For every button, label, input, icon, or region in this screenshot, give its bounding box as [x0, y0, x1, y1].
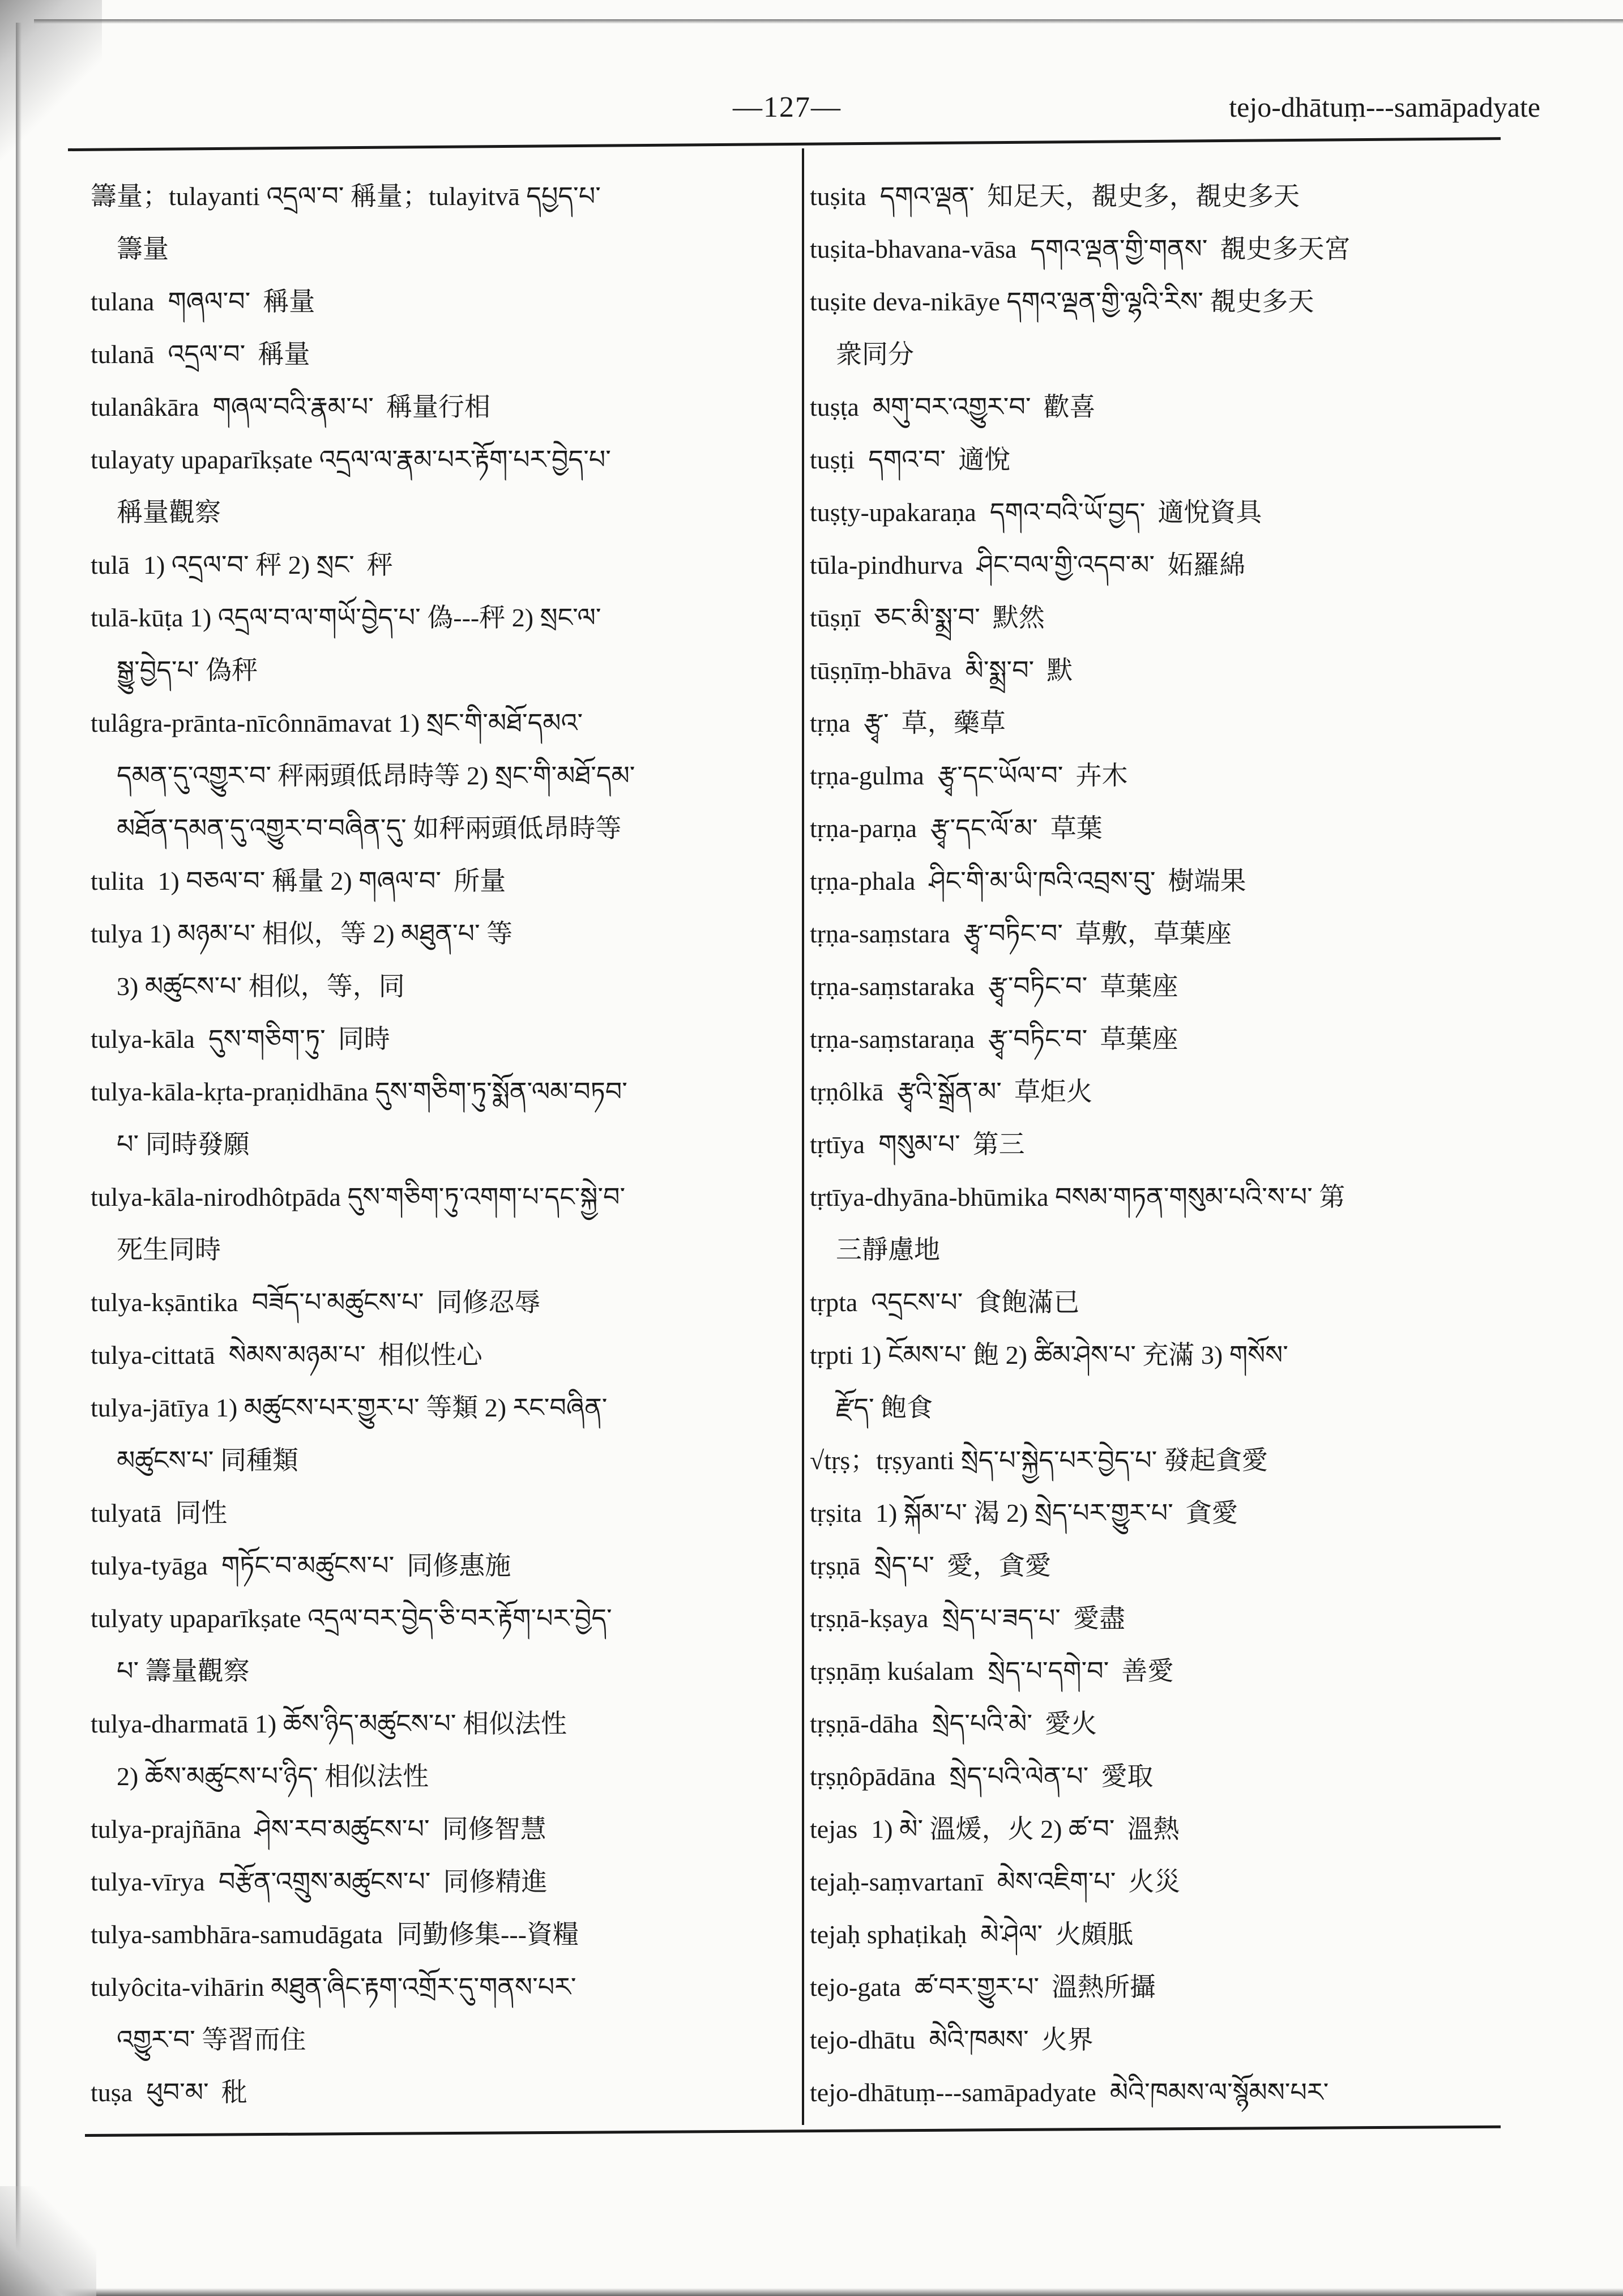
dictionary-entry: [810, 1645, 1512, 1697]
dictionary-entry: [810, 960, 1512, 1013]
entry-chinese: 默然: [992, 603, 1045, 632]
entry-chinese: 溫熱: [1127, 1815, 1180, 1843]
entry-line: tulyôcita-vihārin མཐུན་ཞིང་རྟག་འགྲོར་དུ་གནས་པར་: [91, 1973, 576, 2001]
entry-headword: tuṣa: [91, 2078, 133, 2107]
footer-rule: [85, 2126, 1501, 2137]
entry-headword: tulya-tyāga: [91, 1551, 208, 1580]
dictionary-entry: [91, 170, 793, 275]
entry-tibetan: གཞལ་བའི་རྣམ་པ་: [212, 392, 374, 421]
entry-continuation-line: 稱量觀察: [117, 498, 221, 527]
dictionary-entry: [91, 433, 793, 539]
entry-continuation-line: 3) མཚུངས་པ་ 相似，等，同: [117, 972, 405, 1001]
entry-headword: tṛṣṇôpādāna: [810, 1762, 936, 1791]
dictionary-entry: [810, 802, 1512, 855]
entry-headword: tulya-prajñāna: [91, 1815, 241, 1843]
entry-chinese: 草葉座: [1100, 1025, 1178, 1053]
entry-chinese: 同修忍辱: [436, 1288, 541, 1317]
entry-continuation-line: པ་ 同時發願: [117, 1130, 250, 1159]
entry-tibetan: རྩྭའི་སྒྲོན་མ་: [897, 1077, 1002, 1106]
entry-tibetan: ཅང་མི་སྨྲ་བ་: [874, 603, 980, 632]
dictionary-entry: [810, 1697, 1512, 1750]
dictionary-entry: [810, 1803, 1512, 1855]
entry-chinese: 同修智慧: [442, 1815, 546, 1843]
entry-tibetan: མགུ་བར་འགྱུར་བ་: [872, 392, 1031, 421]
entry-headword: tejaḥ sphaṭikaḥ: [810, 1920, 967, 1949]
entry-chinese: 稱量: [258, 340, 310, 369]
dictionary-entry: [91, 1592, 793, 1697]
dictionary-entry: [810, 1908, 1512, 1961]
entry-tibetan: 1) མེ་ 溫煖，火 2) ཚ་བ་: [871, 1815, 1115, 1843]
dictionary-entry: [91, 1381, 793, 1487]
entry-headword: tulya-kāla: [91, 1025, 195, 1053]
entry-tibetan: རྩྭ་: [864, 709, 889, 737]
entry-continuation-line: 2) ཆོས་མཚུངས་པ་ཉིད་ 相似法性: [117, 1762, 429, 1791]
dictionary-entry: [91, 1276, 793, 1329]
dictionary-entry: [810, 855, 1512, 907]
entry-tibetan: མེའི་ཁམས་ལ་སྙོམས་པར་: [1109, 2078, 1329, 2107]
dictionary-entry: [810, 2066, 1512, 2119]
entry-tibetan: བརྩོན་འགྲུས་མཚུངས་པ་: [218, 1867, 431, 1896]
entry-headword: tṛṇa: [810, 709, 851, 737]
entry-headword: tṛṇa-saṃstaraṇa: [810, 1025, 975, 1053]
entry-line: tulā-kūṭa 1) འདྲལ་བ་ལ་གཡོ་བྱེད་པ་ 偽---秤 2) སྲང་ལ་: [91, 603, 601, 632]
scan-edge-left: [16, 23, 22, 2277]
entry-tibetan: 1) འདྲལ་བ་ 秤 2) སྲང་: [143, 550, 355, 579]
dictionary-entry: [91, 1171, 793, 1276]
entry-tibetan: དགའ་བ་: [868, 445, 946, 474]
entry-headword: tejas: [810, 1815, 858, 1843]
scan-shadow-top-left: [0, 0, 102, 170]
entry-headword: tulya-kṣāntika: [91, 1288, 238, 1317]
entry-chinese: 知足天，覩史多，覩史多天: [986, 182, 1300, 211]
entry-tibetan: མི་སྨྲ་བ་: [965, 656, 1035, 685]
entry-line: tulayaty upaparīkṣate འདྲལ་ལ་རྣམ་པར་རྟོག་པར་བྱེད་པ་: [91, 445, 611, 474]
entry-chinese: 同勤修集---資糧: [396, 1920, 579, 1949]
entry-chinese: 妬羅綿: [1167, 550, 1246, 579]
dictionary-entry: [810, 749, 1512, 802]
entry-continuation-line: 三靜慮地: [836, 1235, 940, 1264]
dictionary-entry: [810, 1065, 1512, 1118]
entry-headword: tuṣita: [810, 182, 866, 211]
entry-headword: tṛtīya: [810, 1130, 865, 1159]
dictionary-entry: [91, 1013, 793, 1065]
entry-tibetan: འདྲངས་པ་: [871, 1288, 963, 1317]
entry-chinese: 所量: [454, 867, 506, 895]
entry-headword: tulya-sambhāra-samudāgata: [91, 1920, 383, 1949]
entry-chinese: 愛火: [1045, 1709, 1097, 1738]
dictionary-entry: [810, 1487, 1512, 1539]
dictionary-entry: [91, 1855, 793, 1908]
dictionary-entry: [91, 1697, 793, 1803]
entry-chinese: 愛取: [1101, 1762, 1154, 1791]
dictionary-entry: [91, 328, 793, 381]
entry-continuation-line: རྫོད་ 飽食: [836, 1393, 933, 1422]
dictionary-entry: [810, 381, 1512, 433]
dictionary-entry: [91, 697, 793, 855]
entry-line: √tṛṣ；tṛṣyanti སྲེད་པ་སྐྱེད་པར་བྱེད་པ་ 發起貪愛: [810, 1446, 1268, 1475]
entry-headword: tejo-dhātu: [810, 2025, 916, 2054]
entry-tibetan: ཤེས་རབ་མཚུངས་པ་: [254, 1815, 430, 1843]
dictionary-entry: [810, 1750, 1512, 1803]
dictionary-entry: [91, 2066, 793, 2119]
page-number: —127—: [733, 91, 842, 123]
entry-chinese: 卉木: [1075, 761, 1128, 790]
entry-chinese: 草炬火: [1014, 1077, 1092, 1106]
entry-headword: tuṣṭi: [810, 445, 855, 474]
entry-tibetan: རྩྭ་དང་ཡོལ་བ་: [937, 761, 1064, 790]
entry-tibetan: 1) བཅལ་བ་ 稱量 2) གཞལ་བ་: [157, 867, 442, 895]
entry-headword: tūla-pindhurva: [810, 550, 963, 579]
entry-continuation-line: པ་ 籌量觀察: [117, 1657, 250, 1685]
entry-chinese: 秕: [221, 2078, 247, 2107]
entry-tibetan: བཟོད་པ་མཚུངས་པ་: [251, 1288, 424, 1317]
dictionary-entry: [91, 1065, 793, 1171]
left-column: [91, 170, 793, 2119]
entry-headword: tṛṣṇāṃ kuśalam: [810, 1657, 974, 1685]
entry-headword: tṛṇa-saṃstara: [810, 919, 950, 948]
entry-headword: tṛṣṇā: [810, 1551, 861, 1580]
entry-continuation-line: དམན་དུ་འགྱུར་བ་ 秤兩頭低昂時等 2) སྲང་གི་མཐོ་དམ་: [117, 761, 635, 790]
entry-tibetan: མེའི་ཁམས་: [929, 2025, 1029, 2054]
dictionary-entry: [810, 1171, 1512, 1276]
column-divider: [802, 148, 804, 2125]
dictionary-entry: [810, 223, 1512, 275]
dictionary-entry: [810, 539, 1512, 591]
dictionary-entry: [810, 1592, 1512, 1645]
entry-line: tṛpti 1) ངོམས་པ་ 飽 2) ཚིམ་ཤེས་པ་ 充滿 3) གསོས་: [810, 1341, 1288, 1369]
entry-tibetan: སྲེད་པའི་མེ་: [932, 1709, 1033, 1738]
entry-tibetan: རྩྭ་བཏིང་བ་: [963, 919, 1063, 948]
entry-chinese: 同性: [175, 1499, 228, 1527]
entry-tibetan: 1) སྐོམ་པ་ 渴 2) སྲེད་པར་གྱུར་པ་: [875, 1499, 1173, 1527]
entry-chinese: 默: [1047, 656, 1073, 685]
entry-headword: tuṣita-bhavana-vāsa: [810, 234, 1017, 263]
entry-chinese: 草葉: [1050, 814, 1103, 843]
entry-chinese: 歡喜: [1043, 392, 1096, 421]
entry-chinese: 覩史多天宮: [1220, 234, 1351, 263]
entry-headword: tejaḥ-saṃvartanī: [810, 1867, 984, 1896]
entry-chinese: 樹端果: [1168, 867, 1246, 895]
entry-line: tulya 1) མཉམ་པ་ 相似，等 2) མཐུན་པ་ 等: [91, 919, 513, 948]
dictionary-entry: [91, 1961, 793, 2066]
entry-chinese: 愛盡: [1073, 1604, 1125, 1633]
entry-headword: tṛṇôlkā: [810, 1077, 884, 1106]
entry-chinese: 相似性心: [378, 1341, 482, 1369]
entry-tibetan: སེམས་མཉམ་པ་: [228, 1341, 366, 1369]
dictionary-entry: [810, 433, 1512, 486]
entry-line: tulya-kāla-nirodhôtpāda དུས་གཅིག་ཏུ་འགག་པ་དང་སྐྱེ་བ་: [91, 1183, 626, 1211]
dictionary-entry: [91, 907, 793, 1013]
entry-chinese: 同修惠施: [407, 1551, 511, 1580]
entry-chinese: 適悅資具: [1158, 498, 1262, 527]
entry-tibetan: སྲེད་པའི་ལེན་པ་: [949, 1762, 1089, 1791]
entry-headword: tṛṇa-saṃstaraka: [810, 972, 975, 1001]
entry-tibetan: སྲེད་པ་ཟད་པ་: [942, 1604, 1061, 1633]
entry-line: tulya-kāla-kṛta-praṇidhāna དུས་གཅིག་ཏུ་སྨོན་ལམ་བཏབ་: [91, 1077, 627, 1106]
entry-continuation-line: སྒྱུ་བྱེད་པ་ 偽秤: [117, 656, 258, 685]
entry-headword: tulā: [91, 550, 130, 579]
dictionary-entry: [91, 1803, 793, 1855]
dictionary-entry: [91, 855, 793, 907]
dictionary-entry: [91, 1329, 793, 1381]
entry-headword: tulita: [91, 867, 144, 895]
entry-chinese: 食飽滿已: [975, 1288, 1080, 1317]
entry-headword: tṛṣita: [810, 1499, 862, 1527]
entry-line: tuṣite deva-nikāye དགའ་ལྡན་གྱི་ལྷའི་རིས་ 覩史多天: [810, 287, 1314, 316]
dictionary-entry: [91, 591, 793, 697]
dictionary-entry: [810, 1855, 1512, 1908]
entry-tibetan: གཞལ་བ་: [168, 287, 251, 316]
right-column: [810, 170, 1512, 2119]
dictionary-entry: [810, 1434, 1512, 1487]
dictionary-entry: [810, 591, 1512, 644]
entry-tibetan: ཚ་བར་གྱུར་པ་: [914, 1973, 1039, 2001]
entry-chinese: 同修精進: [443, 1867, 548, 1896]
dictionary-entry: [810, 1961, 1512, 2013]
entry-line: tṛtīya-dhyāna-bhūmika བསམ་གཏན་གསུམ་པའི་ས་པ་ 第: [810, 1183, 1346, 1211]
entry-headword: tulanā: [91, 340, 155, 369]
entry-continuation-line: 衆同分: [836, 340, 914, 369]
dictionary-entry: [91, 381, 793, 433]
entry-continuation-line: འགྱུར་བ་ 等習而住: [117, 2025, 306, 2054]
dictionary-entry: [810, 1329, 1512, 1434]
dictionary-entry: [810, 2013, 1512, 2066]
entry-headword: tuṣṭy-upakaraṇa: [810, 498, 976, 527]
dictionary-entry: [91, 1908, 793, 1961]
entry-tibetan: མེས་འཇིག་པ་: [997, 1867, 1116, 1896]
entry-chinese: 第三: [972, 1130, 1025, 1159]
dictionary-entry: [810, 697, 1512, 749]
entry-tibetan: དགའ་ལྡན་: [879, 182, 975, 211]
entry-tibetan: ཤིང་གི་མ་ཡི་ཁའི་འབྲས་བུ་: [929, 867, 1156, 895]
entry-chinese: 溫熱所攝: [1052, 1973, 1156, 2001]
entry-line: tulya-dharmatā 1) ཆོས་ཉིད་མཚུངས་པ་ 相似法性: [91, 1709, 567, 1738]
dictionary-entry: [810, 1013, 1512, 1065]
entry-tibetan: དགའ་ལྡན་གྱི་གནས་: [1030, 234, 1208, 263]
entry-continuation-line: 死生同時: [117, 1235, 221, 1264]
entry-chinese: 稱量: [263, 287, 315, 316]
entry-tibetan: སྲེད་པ་: [874, 1551, 934, 1580]
entry-tibetan: འདྲལ་བ་: [168, 340, 246, 369]
entry-headword: tṛṇa-phala: [810, 867, 916, 895]
scan-edge-top: [34, 19, 1623, 24]
dictionary-entry: [810, 1118, 1512, 1171]
entry-chinese: 草敷，草葉座: [1075, 919, 1232, 948]
entry-headword: tṛpta: [810, 1288, 858, 1317]
entry-headword: tulana: [91, 287, 155, 316]
entry-tibetan: སྲེད་པ་དགེ་བ་: [988, 1657, 1109, 1685]
entry-headword: tṛṣṇā-dāha: [810, 1709, 919, 1738]
entry-chinese: 稱量行相: [386, 392, 490, 421]
dictionary-entry: [91, 539, 793, 591]
entry-tibetan: ཕུབ་མ་: [146, 2078, 209, 2107]
dictionary-entry: [91, 1539, 793, 1592]
entry-continuation-line: 籌量: [117, 234, 169, 263]
entry-headword: tejo-gata: [810, 1973, 901, 2001]
entry-line: 籌量；tulayanti འདྲལ་བ་ 稱量；tulayitvā དཔྱད་པ་: [91, 182, 601, 211]
dictionary-entry: [810, 1539, 1512, 1592]
entry-tibetan: ཤིང་བལ་གྱི་འདབ་མ་: [976, 550, 1155, 579]
scan-edge-bottom: [0, 2288, 1623, 2296]
entry-headword: tūṣṇī: [810, 603, 861, 632]
entry-continuation-line: མཐོན་དམན་དུ་འགྱུར་བ་བཞིན་དུ་ 如秤兩頭低昂時等: [117, 814, 622, 843]
entry-headword: tṛṇa-parṇa: [810, 814, 917, 843]
entry-headword: tṛṣṇā-kṣaya: [810, 1604, 929, 1633]
entry-headword: tulyatā: [91, 1499, 162, 1527]
entry-headword: tulanâkāra: [91, 392, 199, 421]
dictionary-entry: [91, 1487, 793, 1539]
entry-tibetan: རྩྭ་བཏིང་བ་: [988, 972, 1088, 1001]
entry-chinese: 草，藥草: [901, 709, 1006, 737]
entry-chinese: 同時: [338, 1025, 390, 1053]
scan-shadow-bottom-left: [0, 2186, 96, 2296]
entry-line: tulyaty upaparīkṣate འདྲལ་བར་བྱེད་ཅི་བར་རྟོག་པར་བྱེད་: [91, 1604, 612, 1633]
dictionary-entry: [810, 275, 1512, 381]
entry-headword: tulya-vīrya: [91, 1867, 205, 1896]
entry-chinese: 適悅: [958, 445, 1011, 474]
entry-line: tulâgra-prānta-nīcônnāmavat 1) སྲང་གི་མཐོ་དམའ་: [91, 709, 583, 737]
entry-tibetan: རྩྭ་བཏིང་བ་: [988, 1025, 1088, 1053]
entry-chinese: 愛，貪愛: [946, 1551, 1051, 1580]
entry-tibetan: དགའ་བའི་ཡོ་བྱད་: [989, 498, 1146, 527]
dictionary-entry: [91, 275, 793, 328]
dictionary-entry: [810, 644, 1512, 697]
entry-tibetan: མེ་ཤེལ་: [980, 1920, 1043, 1949]
dictionary-entry: [810, 907, 1512, 960]
dictionary-entry: [810, 170, 1512, 223]
dictionary-entry: [810, 486, 1512, 539]
entry-chinese: 貪愛: [1185, 1499, 1238, 1527]
entry-tibetan: རྩྭ་དང་ལོ་མ་: [930, 814, 1038, 843]
entry-chinese: 火災: [1128, 1867, 1181, 1896]
entry-tibetan: གཏོང་བ་མཚུངས་པ་: [221, 1551, 395, 1580]
entry-chinese: 善愛: [1121, 1657, 1174, 1685]
entry-headword: tṛṇa-gulma: [810, 761, 924, 790]
entry-chinese: 草葉座: [1100, 972, 1178, 1001]
entry-chinese: 火界: [1041, 2025, 1094, 2054]
entry-chinese: 火頗胝: [1055, 1920, 1134, 1949]
entry-continuation-line: མཚུངས་པ་ 同種類: [117, 1446, 298, 1475]
entry-headword: tejo-dhātuṃ---samāpadyate: [810, 2078, 1096, 2107]
entry-line: tulya-jātīya 1) མཚུངས་པར་གྱུར་པ་ 等類 2) རང་བཞིན་: [91, 1393, 608, 1422]
dictionary-entry: [810, 1276, 1512, 1329]
entry-headword: tūṣṇīṃ-bhāva: [810, 656, 952, 685]
entry-tibetan: དུས་གཅིག་ཏུ་: [208, 1025, 326, 1053]
entry-headword: tulya-cittatā: [91, 1341, 215, 1369]
entry-chinese: 秤: [366, 550, 393, 579]
entry-tibetan: གསུམ་པ་: [878, 1130, 960, 1159]
header-rule: [68, 137, 1501, 151]
entry-headword: tuṣṭa: [810, 392, 859, 421]
running-head: tejo-dhātuṃ---samāpadyate: [1229, 91, 1540, 123]
